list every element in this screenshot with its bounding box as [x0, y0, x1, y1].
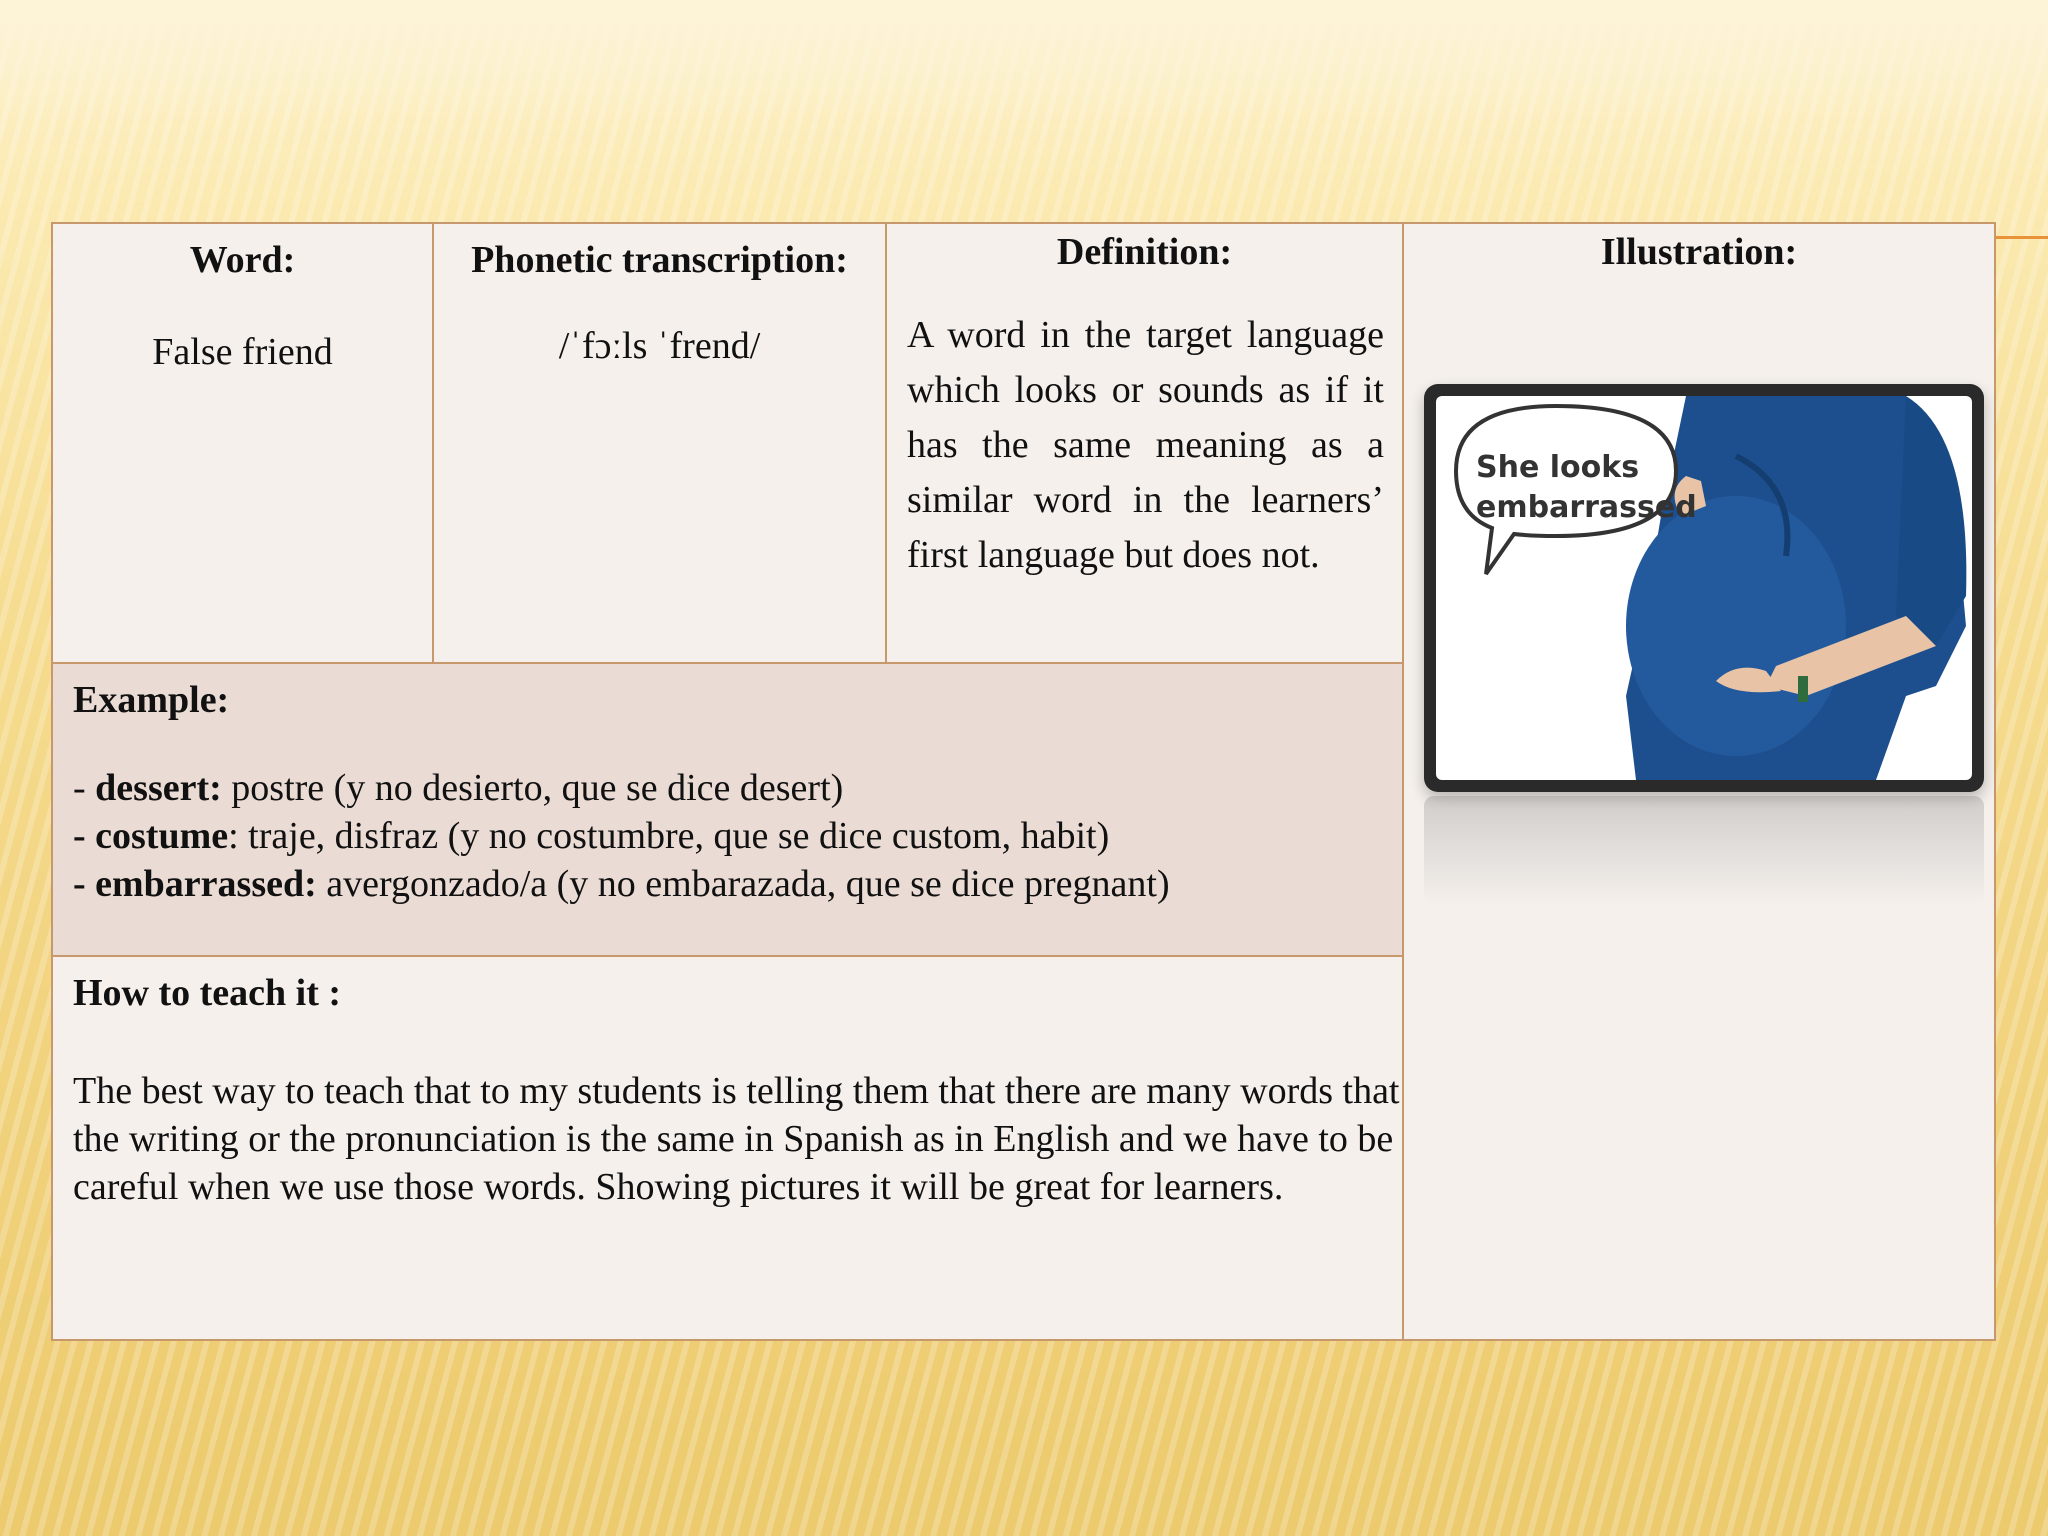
word-header: Word: — [189, 239, 296, 281]
example-cell — [51, 662, 1404, 957]
phonetic-cell — [432, 222, 887, 664]
definition-cell — [885, 222, 1404, 664]
photo-reflection — [1424, 796, 1984, 906]
background-glow — [0, 0, 2048, 120]
phonetic-header: Phonetic transcription: — [471, 239, 848, 281]
teach-text: The best way to teach that to my students is telling them that there are many words that the writing or the pronunciation is the same in Spanish as in English and we have to be careful when we use those words. Showing pictures it will be great for learners. — [73, 1070, 1400, 1208]
example-list — [73, 764, 1392, 908]
example-text: postre (y no desierto, que se dice desert) — [221, 767, 844, 809]
example-prefix: - — [73, 767, 96, 809]
example-text: : traje, disfraz (y no costumbre, que se dice custom, habit) — [228, 815, 1110, 857]
word-value: False friend — [152, 331, 333, 373]
definition-header: Definition: — [1056, 231, 1233, 273]
phonetic-value: /ˈfɔːls ˈfrend/ — [558, 325, 761, 367]
example-item — [73, 812, 1392, 860]
example-term: costume — [95, 815, 229, 857]
example-header: Example: — [73, 679, 230, 721]
belly-shape — [1626, 496, 1846, 756]
illustration-photo — [1424, 384, 1984, 792]
speech-bubble-text — [1476, 448, 1697, 528]
example-prefix: - — [73, 815, 96, 857]
example-text: avergonzado/a (y no embarazada, que se dice pregnant) — [316, 863, 1170, 905]
bubble-line-2: embarrassed — [1476, 490, 1697, 525]
bubble-line-1: She looks — [1476, 450, 1640, 485]
accent-line — [1996, 236, 2048, 239]
example-term: embarrassed: — [95, 863, 317, 905]
teach-cell — [51, 955, 1404, 1341]
example-item — [73, 860, 1392, 908]
sleeve-shape — [1896, 396, 1966, 646]
example-item — [73, 764, 1392, 812]
illustration-header: Illustration: — [1600, 231, 1798, 273]
word-cell — [51, 222, 434, 664]
example-prefix: - — [73, 863, 96, 905]
example-term: dessert: — [95, 767, 222, 809]
teach-header: How to teach it : — [73, 972, 342, 1014]
definition-text: A word in the target language which looks or sounds as if it has the same meaning as a similar word in the learners’ first language but does not. — [907, 314, 1384, 576]
photo-content — [1436, 396, 1972, 780]
